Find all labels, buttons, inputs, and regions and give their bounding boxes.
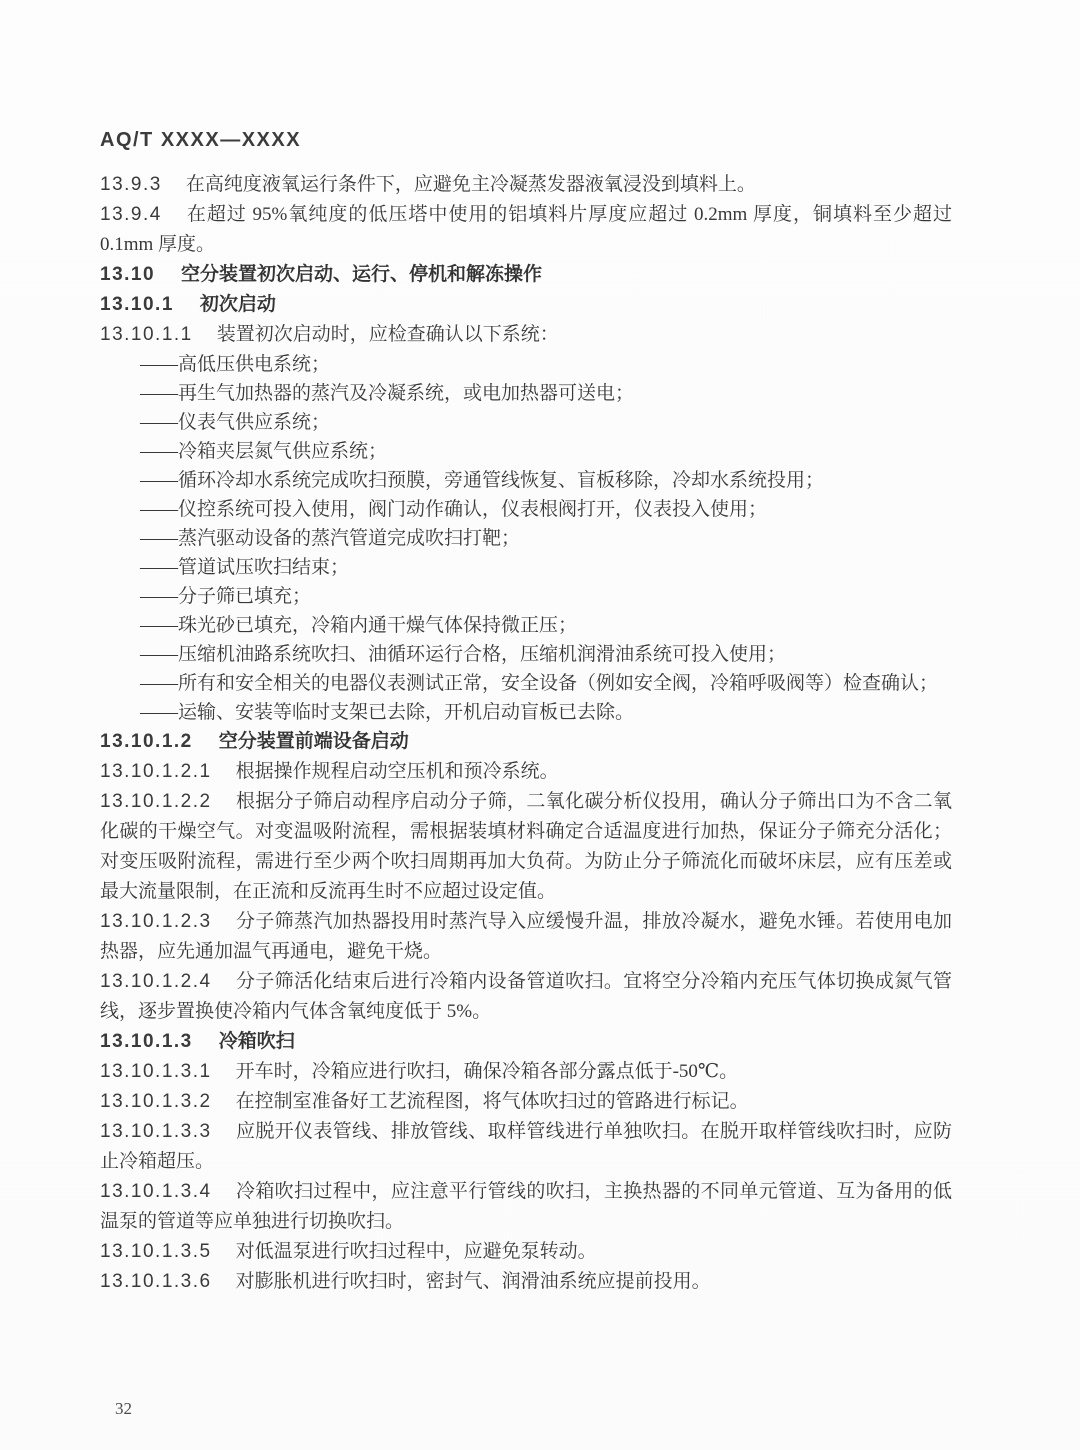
clause-13-10-1-3-3: [100, 1117, 952, 1177]
clause-13-9-3: [100, 170, 952, 200]
dash-item-text: ——仪表气供应系统；: [140, 412, 331, 433]
clause-number: 13.10.1.3.6: [100, 1271, 212, 1292]
clause-text: 在控制室准备好工艺流程图，将气体吹扫过的管路进行标记。: [235, 1091, 749, 1112]
clause-number: 13.10.1.2.1: [100, 761, 212, 782]
clause-number: 13.10.1.3.5: [100, 1241, 212, 1262]
dash-list-item: [100, 640, 952, 669]
standard-number-header: AQ/T XXXX—XXXX: [100, 129, 302, 151]
dash-list-item: [100, 611, 952, 640]
dash-item-text: ——再生气加热器的蒸汽及冷凝系统，或电加热器可送电；: [140, 383, 635, 404]
clause-text: 在高纯度液氧运行条件下，应避免主冷凝蒸发器液氧浸没到填料上。: [185, 174, 756, 195]
dash-list-item: [100, 698, 952, 727]
dash-list-item: [100, 495, 952, 524]
dash-list-item: [100, 582, 952, 611]
clause-number: 13.10.1.3.4: [100, 1181, 212, 1202]
heading-number: 13.10.1: [100, 294, 174, 315]
heading-number: 13.10.1.2: [100, 731, 193, 752]
section-heading-13-10-1-3: [100, 1027, 952, 1057]
dash-item-text: ——所有和安全相关的电器仪表测试正常，安全设备（例如安全阀，冷箱呼吸阀等）检查确认；: [140, 673, 939, 694]
dash-list-item: [100, 408, 952, 437]
clause-number: 13.9.3: [100, 174, 162, 195]
clause-13-10-1-2-1: [100, 757, 952, 787]
clause-13-10-1-2-2: [100, 787, 952, 907]
clause-13-10-1-3-5: [100, 1237, 952, 1267]
section-heading-13-10-1-2: [100, 727, 952, 757]
clause-number: 13.10.1.2.3: [100, 911, 212, 932]
dash-list-item: [100, 524, 952, 553]
clause-number: 13.10.1.3.3: [100, 1121, 212, 1142]
clause-text: 根据分子筛启动程序启动分子筛，二氧化碳分析仪投用，确认分子筛出口为不含二氧化碳的干燥空气。对变温吸附流程，需根据装填材料确定合适温度进行加热，保证分子筛充分活化；对变压吸附流程，需进行至少两个吹扫周期再加大负荷。为防止分子筛流化而破坏床层，应有压差或最大流量限制，在正流和反流再生时不应超过设定值。: [100, 791, 952, 902]
section-heading-13-10-1: [100, 290, 952, 320]
heading-text: 初次启动: [199, 294, 276, 315]
heading-text: 空分装置前端设备启动: [218, 731, 409, 752]
dash-item-text: ——冷箱夹层氮气供应系统；: [140, 441, 388, 462]
clause-number: 13.10.1.2.4: [100, 971, 212, 992]
clause-text: 根据操作规程启动空压机和预冷系统。: [235, 761, 559, 782]
clause-number: 13.10.1.3.1: [100, 1061, 212, 1082]
clause-13-10-1-3-2: [100, 1087, 952, 1117]
clause-text: 开车时，冷箱应进行吹扫，确保冷箱各部分露点低于-50℃。: [235, 1061, 739, 1082]
clause-number: 13.10.1.1: [100, 324, 193, 345]
clause-text: 对膨胀机进行吹扫时，密封气、润滑油系统应提前投用。: [235, 1271, 711, 1292]
clause-13-10-1-3-6: [100, 1267, 952, 1297]
dash-item-text: ——蒸汽驱动设备的蒸汽管道完成吹扫打靶；: [140, 528, 521, 549]
dash-list-item: [100, 350, 952, 379]
clause-13-10-1-2-3: [100, 907, 952, 967]
dash-item-text: ——高低压供电系统；: [140, 354, 331, 375]
clause-text: 分子筛活化结束后进行冷箱内设备管道吹扫。宜将空分冷箱内充压气体切换成氮气管线，逐步置换使冷箱内气体含氧纯度低于 5%。: [100, 971, 952, 1022]
dash-item-text: ——仪控系统可投入使用，阀门动作确认，仪表根阀打开，仪表投入使用；: [140, 499, 768, 520]
clause-text: 冷箱吹扫过程中，应注意平行管线的吹扫，主换热器的不同单元管道、互为备用的低温泵的管道等应单独进行切换吹扫。: [100, 1181, 952, 1232]
clause-13-10-1-3-4: [100, 1177, 952, 1237]
dash-list-item: [100, 466, 952, 495]
dash-list-item: [100, 379, 952, 408]
dash-item-text: ——循环冷却水系统完成吹扫预膜，旁通管线恢复、盲板移除，冷却水系统投用；: [140, 470, 825, 491]
dash-item-text: ——管道试压吹扫结束；: [140, 557, 350, 578]
heading-number: 13.10: [100, 264, 156, 285]
dash-list-item: [100, 553, 952, 582]
dash-item-text: ——运输、安装等临时支架已去除，开机启动盲板已去除。: [140, 702, 635, 723]
dash-item-text: ——珠光砂已填充，冷箱内通干燥气体保持微正压；: [140, 615, 578, 636]
clause-text: 对低温泵进行吹扫过程中，应避免泵转动。: [235, 1241, 597, 1262]
heading-text: 空分装置初次启动、运行、停机和解冻操作: [181, 264, 543, 285]
clause-13-10-1-3-1: [100, 1057, 952, 1087]
page-number: 32: [115, 1399, 132, 1418]
clause-text: 在超过 95%氧纯度的低压塔中使用的铝填料片厚度应超过 0.2mm 厚度，铜填料至少超过 0.1mm 厚度。: [100, 204, 952, 255]
clause-text: 装置初次启动时，应检查确认以下系统：: [216, 324, 559, 345]
dash-list-item: [100, 437, 952, 466]
section-heading-13-10: [100, 260, 952, 290]
clause-13-10-1-1: [100, 320, 952, 350]
heading-number: 13.10.1.3: [100, 1031, 193, 1052]
heading-text: 冷箱吹扫: [218, 1031, 295, 1052]
clause-13-9-4: [100, 200, 952, 260]
dash-list-item: [100, 669, 952, 698]
document-body: [100, 152, 952, 1297]
dash-item-text: ——分子筛已填充；: [140, 586, 312, 607]
clause-number: 13.10.1.3.2: [100, 1091, 212, 1112]
clause-number: 13.9.4: [100, 204, 162, 225]
clause-number: 13.10.1.2.2: [100, 791, 212, 812]
clause-text: 应脱开仪表管线、排放管线、取样管线进行单独吹扫。在脱开取样管线吹扫时，应防止冷箱超压。: [100, 1121, 952, 1172]
dash-item-text: ——压缩机油路系统吹扫、油循环运行合格，压缩机润滑油系统可投入使用；: [140, 644, 787, 665]
clause-13-10-1-2-4: [100, 967, 952, 1027]
clause-text: 分子筛蒸汽加热器投用时蒸汽导入应缓慢升温，排放冷凝水，避免水锤。若使用电加热器，应先通加温气再通电，避免干烧。: [100, 911, 952, 962]
